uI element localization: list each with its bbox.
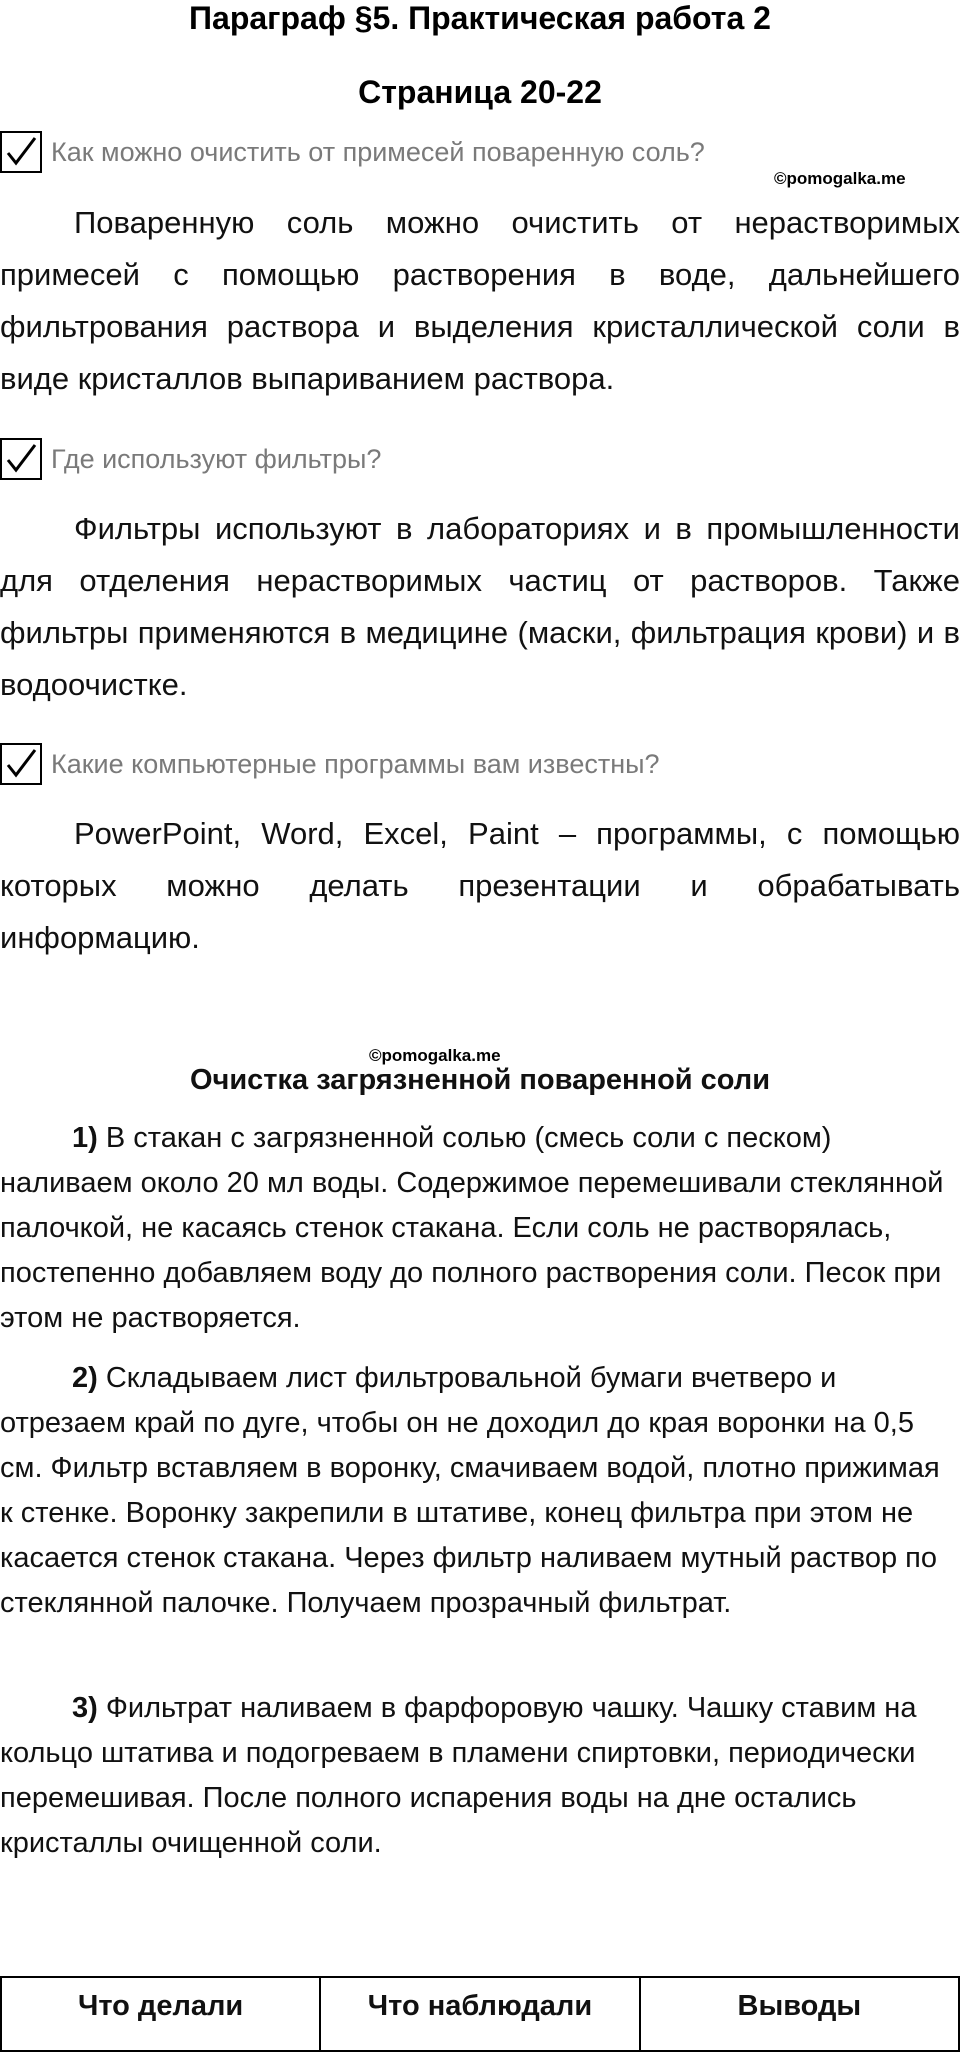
step-number: 3) (72, 1692, 98, 1724)
step-number: 2) (72, 1362, 98, 1394)
step-text: Фильтрат наливаем в фарфоровую чашку. Чашку ставим на кольцо штатива и подогреваем в пламени спиртовки, периодически перемешивая. После полного испарения воды на дне остались кристаллы очищенной соли. (0, 1692, 917, 1859)
checkbox-icon (0, 438, 42, 480)
step-text: В стакан с загрязненной солью (смесь соли с песком) наливаем около 20 мл воды. Содержимое перемешивали стеклянной палочкой, не касаясь стенок стакана. Если соль не растворялась, постепенно добавляем воду до полного растворения соли. Песок при этом не растворяется. (0, 1122, 944, 1334)
answer-1: Поваренную соль можно очистить от нерастворимых примесей с помощью растворения в воде, дальнейшего фильтрования раствора и выделения кристаллической соли в виде кристаллов выпариванием раствора. (0, 205, 960, 396)
table-header: Что наблюдали (320, 1977, 639, 2051)
question-3 (0, 741, 660, 787)
watermark: ©pomogalka.me (369, 1046, 501, 1065)
table-header-row (1, 1977, 959, 2051)
table-header: Выводы (640, 1977, 959, 2051)
page-title: Параграф §5. Практическая работа 2 (189, 0, 771, 36)
watermark: ©pomogalka.me (774, 169, 906, 188)
results-table (0, 1976, 960, 2052)
checkbox-icon (0, 743, 42, 785)
question-text: Где используют фильтры? (51, 443, 382, 474)
checkbox-icon (0, 131, 42, 173)
section-title: Очистка загрязненной поваренной соли (189, 1064, 771, 1096)
question-1 (0, 129, 705, 175)
step-number: 1) (72, 1122, 98, 1154)
question-text: Как можно очистить от примесей поваренную соль? (51, 136, 705, 167)
step-1 (0, 1116, 960, 1341)
answer-3: PowerPoint, Word, Excel, Paint – программы, с помощью которых можно делать презентации и обрабатывать информацию. (0, 816, 960, 955)
table-header: Что делали (1, 1977, 320, 2051)
question-text: Какие компьютерные программы вам известны? (51, 748, 660, 779)
question-2 (0, 436, 381, 482)
step-text: Складываем лист фильтровальной бумаги вчетверо и отрезаем край по дуге, чтобы он не доходил до края воронки на 0,5 см. Фильтр вставляем в воронку, смачиваем водой, плотно прижимая к стенке. Воронку закрепили в штативе, конец фильтра при этом не касается стенок стакана. Через фильтр наливаем мутный раствор по стеклянной палочке. Получаем прозрачный фильтрат. (0, 1362, 940, 1619)
step-2 (0, 1356, 960, 1626)
page-range: Страница 20-22 (358, 74, 602, 110)
answer-2: Фильтры используют в лабораториях и в промышленности для отделения нерастворимых частиц от растворов. Также фильтры применяются в медицине (маски, фильтрация крови) и в водоочистке. (0, 511, 960, 702)
step-3 (0, 1686, 960, 1866)
